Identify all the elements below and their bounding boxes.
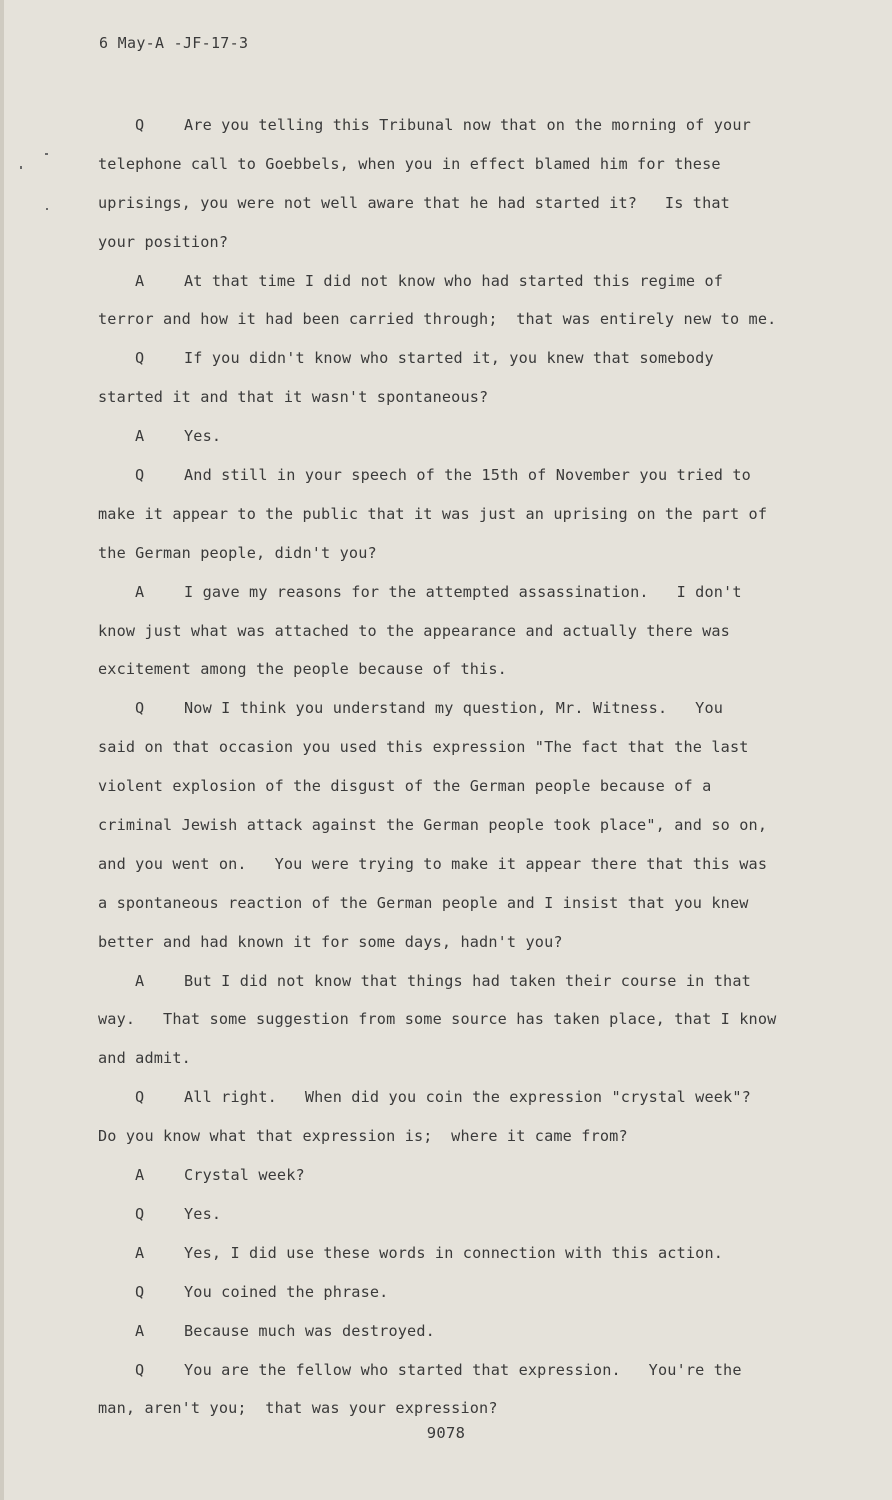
transcript-entry (98, 1273, 813, 1312)
margin-mark (45, 153, 48, 155)
transcript-entry (98, 1078, 813, 1156)
speaker-label: A (135, 971, 145, 990)
transcript-entry (98, 1234, 813, 1273)
transcript-entry (98, 106, 813, 262)
line-text: criminal Jewish attack against the German people took place", and so on, (98, 816, 768, 835)
line-text: All right. When did you coin the expression "crystal week"? (184, 1088, 751, 1107)
transcript-entry (98, 456, 813, 573)
transcript-line (98, 262, 813, 301)
line-text: know just what was attached to the appearance and actually there was (98, 621, 730, 640)
line-text: started it and that it wasn't spontaneous? (98, 388, 489, 407)
margin-mark (20, 166, 22, 169)
transcript-line (98, 962, 813, 1001)
line-text: terror and how it had been carried through; that was entirely new to me. (98, 310, 777, 329)
transcript-line (98, 884, 813, 923)
transcript-line (98, 728, 813, 767)
line-text: You are the fellow who started that expression. You're the (184, 1360, 742, 1379)
line-text: If you didn't know who started it, you knew that somebody (184, 349, 714, 368)
speaker-label: A (135, 1321, 145, 1340)
transcript-line (98, 300, 813, 339)
line-text: Because much was destroyed. (184, 1321, 435, 1340)
speaker-label: A (135, 1243, 145, 1262)
transcript-entry (98, 962, 813, 1079)
line-text: Yes. (184, 1204, 222, 1223)
transcript-line (98, 534, 813, 573)
transcript-entry (98, 1156, 813, 1195)
line-text: said on that occasion you used this expression "The fact that the last (98, 738, 749, 757)
transcript-line (98, 767, 813, 806)
line-text: and admit. (98, 1049, 191, 1068)
line-text: a spontaneous reaction of the German people and I insist that you knew (98, 893, 749, 912)
speaker-label: Q (135, 349, 145, 368)
transcript-body (98, 106, 813, 1428)
line-text: You coined the phrase. (184, 1282, 389, 1301)
speaker-label: A (135, 271, 145, 290)
line-text: Yes, I did use these words in connection with this action. (184, 1243, 724, 1262)
transcript-entry (98, 417, 813, 456)
transcript-line (98, 612, 813, 651)
line-text: Do you know what that expression is; where it came from? (98, 1127, 628, 1146)
transcript-line (98, 1117, 813, 1156)
transcript-line (98, 184, 813, 223)
transcript-entry (98, 1195, 813, 1234)
speaker-label: Q (135, 1204, 145, 1223)
transcript-entry (98, 339, 813, 417)
transcript-entry (98, 262, 813, 340)
transcript-line (98, 223, 813, 262)
line-text: violent explosion of the disgust of the German people because of a (98, 777, 712, 796)
transcript-line (98, 145, 813, 184)
line-text: But I did not know that things had taken their course in that (184, 971, 751, 990)
transcript-line (98, 923, 813, 962)
transcript-line (98, 1351, 813, 1390)
transcript-line (98, 650, 813, 689)
transcript-line (98, 1156, 813, 1195)
transcript-line (98, 1273, 813, 1312)
transcript-entry (98, 1351, 813, 1429)
transcript-line (98, 339, 813, 378)
line-text: I gave my reasons for the attempted assassination. I don't (184, 582, 742, 601)
margin-mark (46, 208, 48, 210)
page-edge (0, 0, 4, 1500)
transcript-line (98, 573, 813, 612)
page-number: 9078 (426, 1424, 466, 1442)
transcript-line (98, 417, 813, 456)
line-text: Crystal week? (184, 1166, 305, 1185)
line-text: excitement among the people because of this. (98, 660, 507, 679)
transcript-line (98, 689, 813, 728)
line-text: better and had known it for some days, hadn't you? (98, 932, 563, 951)
transcript-line (98, 1039, 813, 1078)
transcript-line (98, 1000, 813, 1039)
transcript-line (98, 1312, 813, 1351)
line-text: the German people, didn't you? (98, 543, 377, 562)
transcript-line (98, 1078, 813, 1117)
line-text: Are you telling this Tribunal now that on the morning of your (184, 116, 751, 134)
speaker-label: Q (135, 116, 145, 134)
transcript-entry (98, 689, 813, 961)
line-text: At that time I did not know who had started this regime of (184, 271, 724, 290)
transcript-entry (98, 573, 813, 690)
speaker-label: Q (135, 1282, 145, 1301)
transcript-line (98, 1195, 813, 1234)
speaker-label: Q (135, 699, 145, 718)
line-text: man, aren't you; that was your expression? (98, 1399, 498, 1418)
line-text: way. That some suggestion from some source has taken place, that I know (98, 1010, 777, 1029)
transcript-line (98, 806, 813, 845)
transcript-line (98, 106, 813, 145)
speaker-label: Q (135, 1088, 145, 1107)
transcript-line (98, 495, 813, 534)
speaker-label: A (135, 1166, 145, 1185)
line-text: make it appear to the public that it was just an uprising on the part of (98, 504, 768, 523)
line-text: uprisings, you were not well aware that he had started it? Is that (98, 193, 730, 212)
line-text: Now I think you understand my question, Mr. Witness. You (184, 699, 724, 718)
line-text: telephone call to Goebbels, when you in effect blamed him for these (98, 154, 721, 173)
line-text: your position? (98, 232, 229, 251)
speaker-label: Q (135, 1360, 145, 1379)
transcript-line (98, 456, 813, 495)
line-text: And still in your speech of the 15th of November you tried to (184, 466, 751, 485)
speaker-label: Q (135, 466, 145, 485)
transcript-line (98, 1234, 813, 1273)
transcript-entry (98, 1312, 813, 1351)
line-text: Yes. (184, 427, 222, 446)
transcript-line (98, 1389, 813, 1428)
transcript-line (98, 845, 813, 884)
speaker-label: A (135, 427, 145, 446)
transcript-line (98, 378, 813, 417)
line-text: and you went on. You were trying to make it appear there that this was (98, 854, 768, 873)
document-header: 6 May-A -JF-17-3 (99, 34, 249, 52)
speaker-label: A (135, 582, 145, 601)
